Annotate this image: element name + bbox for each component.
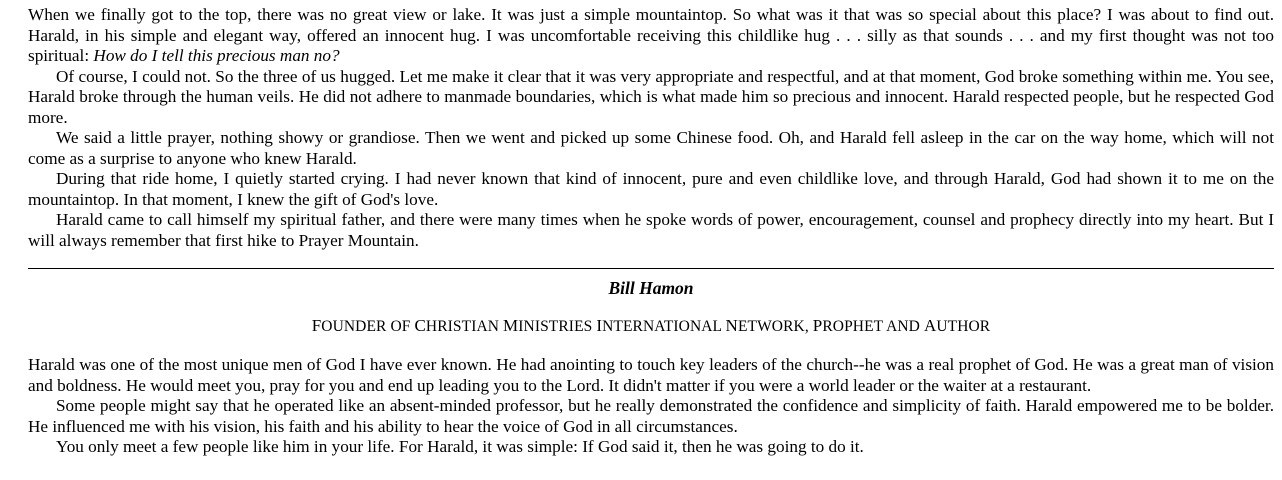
paragraph: We said a little prayer, nothing showy or grandiose. Then we went and picked up some Chinese food. Oh, and Harald fell asleep in the car on the way home, which will not come as a surprise to anyone who knew Harald. [28, 128, 1274, 168]
author-name: Bill Hamon [608, 278, 694, 298]
role-word: FOUNDER [311, 315, 387, 335]
paragraph: Some people might say that he operated like an absent-minded professor, but he really demonstrated the confidence and simplicity of faith. Harald empowered me to be bolder. He influenced me with his vision, his faith and his ability to hear the voice of God in all circumstances. [28, 396, 1274, 436]
paragraph: Harald came to call himself my spiritual father, and there were many times when he spoke words of power, encouragement, counsel and prophecy directly into my heart. But I will always remember that first hike to Prayer Mountain. [28, 210, 1274, 250]
paragraph: You only meet a few people like him in your life. For Harald, it was simple: If God said it, then he was going to do it. [56, 437, 864, 456]
section-divider [28, 268, 1274, 269]
role-word: OF [390, 317, 411, 335]
role-word: PROPHET [812, 315, 883, 335]
paragraph-text: When we finally got to the top, there was no great view or lake. It was just a simple mountaintop. So what was it that was so special about this place? I was about to find out. Harald, in his simple and elegant way, offered an innocent hug. I was uncomfortable receiving this childlike hug . . . silly as that sounds . . . and my first thought was not too spiritual: [28, 5, 1274, 65]
role-word: AND [886, 317, 920, 335]
document-page [28, 5, 1274, 458]
role-word: NETWORK, [725, 315, 809, 335]
role-word: CHRISTIAN [414, 315, 500, 335]
role-word: MINISTRIES [503, 315, 593, 335]
paragraph: Harald was one of the most unique men of God I have ever known. He had anointing to touch key leaders of the church--he was a real prophet of God. He was a great man of vision and boldness. He would meet you, pray for you and end up leading you to the Lord. It didn't matter if you were a world leader or the waiter at a restaurant. [28, 355, 1274, 395]
paragraph: During that ride home, I quietly started crying. I had never known that kind of innocent, pure and even childlike love, and through Harald, God had shown it to me on the mountaintop. In that moment, I knew the gift of God's love. [28, 169, 1274, 209]
paragraph [28, 5, 1274, 67]
italic-thought: How do I tell this precious man no? [93, 46, 340, 65]
author-role [28, 316, 1274, 338]
role-word: INTERNATIONAL [596, 315, 722, 335]
role-word: AUTHOR [923, 315, 991, 335]
paragraph: Of course, I could not. So the three of us hugged. Let me make it clear that it was very appropriate and respectful, and at that moment, God broke something within me. You see, Harald broke through the human veils. He did not adhere to manmade boundaries, which is what made him so precious and innocent. Harald respected people, but he respected God more. [28, 66, 1274, 127]
